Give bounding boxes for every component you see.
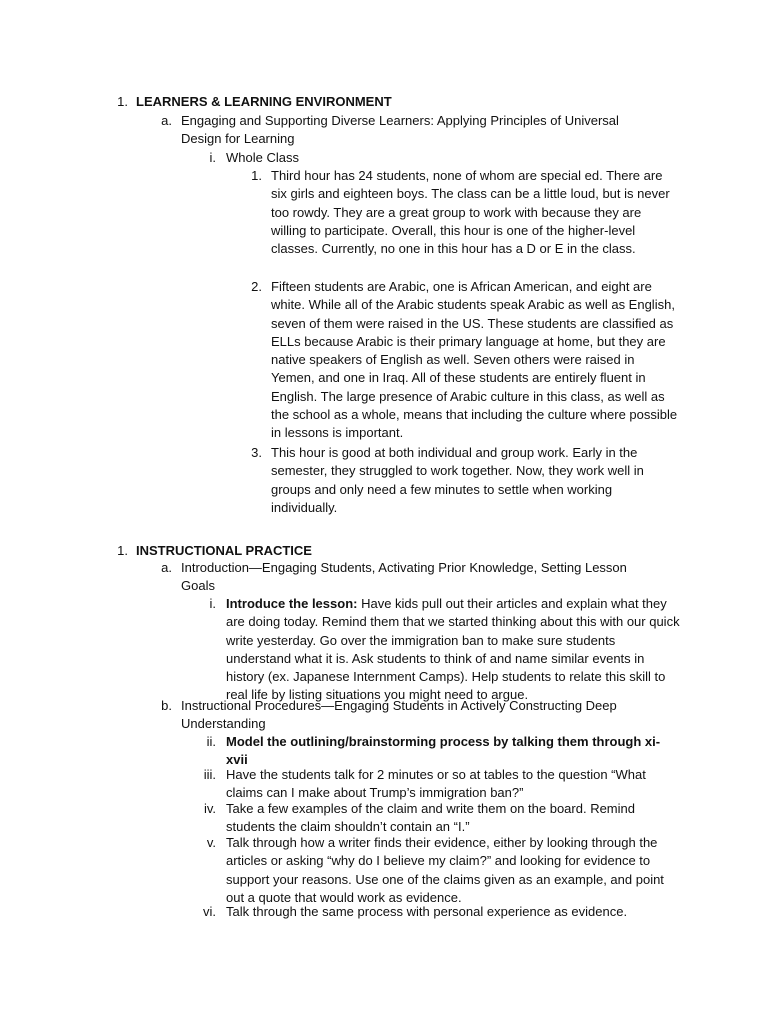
list-marker: iv. <box>203 801 216 816</box>
list-marker: a. <box>161 113 172 128</box>
list-marker: iii. <box>203 767 216 782</box>
list-marker: 1. <box>251 168 262 183</box>
list-marker: 3. <box>251 445 262 460</box>
list-item-text: Fifteen students are Arabic, one is African American, and eight are white. While all of the Arabic students speak Arabic as well as English, seven of them were raised in the US. These students are classified as ELLs because Arabic is their primary language at home, but they are native speakers of English as well. Seven others were raised in Yemen, and one in Iraq. All of these students are entirely fluent in English. The large presence of Arabic culture in this class, as well as the school as a whole, means that including the culture where possible in lessons is important. <box>271 279 678 441</box>
list-item-text: Model the outlining/brainstorming process by talking them through xi-xvii <box>226 734 661 768</box>
list-item-text: Third hour has 24 students, none of whom are special ed. There are six girls and eighteen boys. The class can be a little loud, but is never too rowdy. They are a great group to work with because they are willing to participate. Overall, this hour is one of the higher-level classes. Currently, no one in this hour has a D or E in the class. <box>271 168 670 257</box>
list-item-text: Take a few examples of the claim and write them on the board. Remind students the claim shouldn’t contain an “I.” <box>226 801 635 835</box>
list-marker: 1. <box>117 543 128 558</box>
list-marker: b. <box>161 698 172 713</box>
list-item-text: Talk through how a writer finds their evidence, either by looking through the articles or asking “why do I believe my claim?” and looking for evidence to support your reasons. Use one of the claims given as an example, and point out a quote that would work as evidence. <box>226 835 664 905</box>
list-marker: v. <box>206 835 216 850</box>
list-item-text: This hour is good at both individual and group work. Early in the semester, they struggled to work together. Now, they work well in groups and only need a few minutes to settle when working individually. <box>271 445 644 515</box>
list-marker: i. <box>209 596 216 611</box>
list-item-text <box>226 595 683 705</box>
list-item-text: Have the students talk for 2 minutes or so at tables to the question “What claims can I make about Trump’s immigration ban?” <box>226 767 646 801</box>
body-text: Have kids pull out their articles and explain what they are doing today. Remind them that we started thinking about this with our quick write yesterday. Go over the immigration ban to make sure students understand what it is. Ask students to think of and name similar events in history (ex. Japanese Internment Camps). Help students to relate this skill to real life by listing situations you might need to argue. <box>226 596 680 703</box>
list-item-text: Talk through the same process with personal experience as evidence. <box>226 904 628 919</box>
section-title: INSTRUCTIONAL PRACTICE <box>136 543 312 558</box>
list-item-text: Introduction—Engaging Students, Activating Prior Knowledge, Setting Lesson Goals <box>181 560 627 594</box>
list-marker: i. <box>209 150 216 165</box>
list-marker: 2. <box>251 279 262 294</box>
list-marker: a. <box>161 560 172 575</box>
list-marker: vi. <box>203 904 216 919</box>
list-item-text: Engaging and Supporting Diverse Learners: Applying Principles of Universal Design for Learning <box>181 113 619 147</box>
lead-in: Introduce the lesson: <box>226 596 358 611</box>
section-title: LEARNERS & LEARNING ENVIRONMENT <box>136 94 392 109</box>
list-marker: 1. <box>117 94 128 109</box>
list-item-text: Whole Class <box>226 150 299 165</box>
list-marker: ii. <box>206 734 216 749</box>
list-item-text: Instructional Procedures—Engaging Students in Actively Constructing Deep Understanding <box>181 698 617 732</box>
